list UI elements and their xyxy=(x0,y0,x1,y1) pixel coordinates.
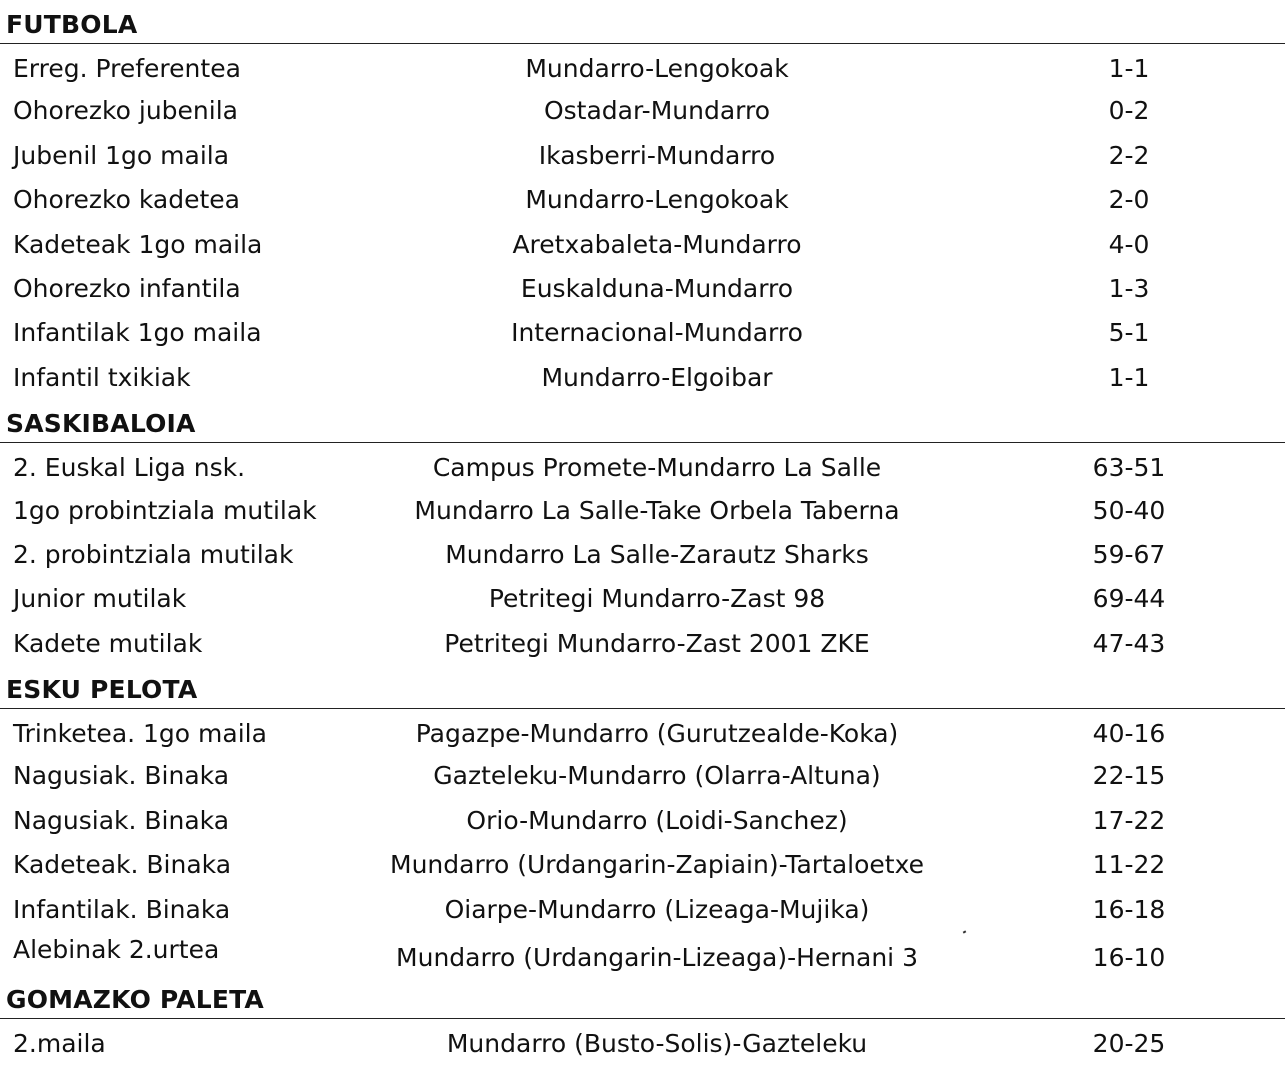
section-title: FUTBOLA xyxy=(6,10,138,39)
score-cell: 17-22 xyxy=(1092,805,1166,835)
match-cell: Orio-Mundarro (Loidi-Sanchez) xyxy=(466,805,848,835)
score-cell: 4-0 xyxy=(1108,229,1150,259)
result-row xyxy=(0,576,1285,620)
match-cell: Petritegi Mundarro-Zast 2001 ZKE xyxy=(444,628,870,658)
section-header xyxy=(0,665,1285,709)
category-cell: Erreg. Preferentea xyxy=(13,54,241,83)
category-cell: Alebinak 2.urtea xyxy=(13,935,220,965)
match-cell: Aretxabaleta-Mundarro xyxy=(512,229,802,259)
category-cell: Nagusiak. Binaka xyxy=(13,761,230,791)
match-cell: Mundarro La Salle-Take Orbela Taberna xyxy=(414,495,900,525)
category-cell: 1go probintziala mutilak xyxy=(13,495,317,525)
score-cell: 5-1 xyxy=(1108,318,1150,348)
match-cell: Ostadar-Mundarro xyxy=(543,96,771,126)
score-cell: 16-10 xyxy=(1092,943,1166,973)
category-cell: Ohorezko infantila xyxy=(13,273,241,303)
score-cell: 2-2 xyxy=(1108,140,1150,170)
section-title: ESKU PELOTA xyxy=(6,675,198,705)
result-row xyxy=(0,532,1285,576)
result-row xyxy=(0,88,1285,132)
category-cell: 2. Euskal Liga nsk. xyxy=(13,453,246,483)
score-cell: 59-67 xyxy=(1092,539,1166,569)
result-row xyxy=(0,177,1285,221)
score-cell: 20-25 xyxy=(1092,1029,1166,1059)
match-cell: Campus Promete-Mundarro La Salle xyxy=(432,453,882,483)
result-row xyxy=(0,310,1285,354)
match-cell: Mundarro-Lengokoak xyxy=(525,54,789,83)
score-cell: 50-40 xyxy=(1092,495,1166,525)
result-row xyxy=(0,1019,1285,1063)
result-row xyxy=(0,621,1285,665)
section-header xyxy=(0,399,1285,443)
category-cell: Kadeteak 1go maila xyxy=(13,229,263,259)
score-cell: 63-51 xyxy=(1092,453,1166,483)
section-title: GOMAZKO PALETA xyxy=(6,985,264,1015)
category-cell: Kadete mutilak xyxy=(13,628,203,658)
match-cell: Ikasberri-Mundarro xyxy=(538,140,776,170)
result-row xyxy=(0,488,1285,532)
category-cell: Ohorezko kadetea xyxy=(13,185,240,215)
match-cell: Pagazpe-Mundarro (Gurutzealde-Koka) xyxy=(415,719,899,749)
match-cell: Gazteleku-Mundarro (Olarra-Altuna) xyxy=(433,761,881,791)
match-cell: Mundarro-Lengokoak xyxy=(525,185,789,215)
match-cell: Mundarro (Busto-Solis)-Gazteleku xyxy=(446,1029,868,1059)
result-row xyxy=(0,842,1285,886)
score-cell: 16-18 xyxy=(1092,894,1166,924)
result-row xyxy=(0,222,1285,266)
result-row xyxy=(0,355,1285,399)
match-cell: Petritegi Mundarro-Zast 98 xyxy=(488,584,826,614)
score-cell: 22-15 xyxy=(1092,761,1166,791)
category-cell: Nagusiak. Binaka xyxy=(13,805,230,835)
category-cell: Trinketea. 1go maila xyxy=(13,719,267,749)
result-row xyxy=(0,798,1285,842)
category-cell: 2. probintziala mutilak xyxy=(13,539,294,569)
score-cell: 11-22 xyxy=(1092,850,1166,880)
match-cell: Euskalduna-Mundarro xyxy=(520,273,794,303)
result-row xyxy=(0,443,1285,487)
category-cell: Ohorezko jubenila xyxy=(13,96,238,126)
match-cell: Mundarro (Urdangarin-Lizeaga)-Hernani 3 xyxy=(396,943,918,973)
category-cell: Jubenil 1go maila xyxy=(13,140,230,170)
result-row xyxy=(0,44,1285,88)
result-row xyxy=(0,931,1285,975)
category-cell: Junior mutilak xyxy=(13,584,187,614)
category-cell: Kadeteak. Binaka xyxy=(13,850,232,880)
score-cell: 1-1 xyxy=(1108,54,1150,83)
result-row xyxy=(0,709,1285,753)
result-row xyxy=(0,887,1285,931)
result-row xyxy=(0,133,1285,177)
result-row xyxy=(0,753,1285,797)
score-cell: 47-43 xyxy=(1092,628,1166,658)
match-cell: Mundarro (Urdangarin-Zapiain)-Tartaloetxe xyxy=(390,850,924,880)
category-cell: 2.maila xyxy=(13,1029,106,1059)
score-cell: 0-2 xyxy=(1108,96,1150,126)
match-cell: Mundarro La Salle-Zarautz Sharks xyxy=(445,539,869,569)
match-cell: Internacional-Mundarro xyxy=(511,318,803,348)
category-cell: Infantilak. Binaka xyxy=(13,894,231,924)
category-cell: Infantilak 1go maila xyxy=(13,318,262,348)
section-title: SASKIBALOIA xyxy=(6,409,196,439)
score-cell: 1-3 xyxy=(1108,273,1150,303)
match-cell: Mundarro-Elgoibar xyxy=(541,362,773,392)
match-cell: Oiarpe-Mundarro (Lizeaga-Mujika) xyxy=(444,894,870,924)
score-cell: 40-16 xyxy=(1092,719,1166,749)
score-cell: 69-44 xyxy=(1092,584,1166,614)
result-row xyxy=(0,266,1285,310)
category-cell: Infantil txikiak xyxy=(13,362,191,392)
section-header xyxy=(0,975,1285,1019)
score-cell: 2-0 xyxy=(1108,185,1150,215)
score-cell: 1-1 xyxy=(1108,362,1150,392)
section-header xyxy=(0,0,1285,44)
